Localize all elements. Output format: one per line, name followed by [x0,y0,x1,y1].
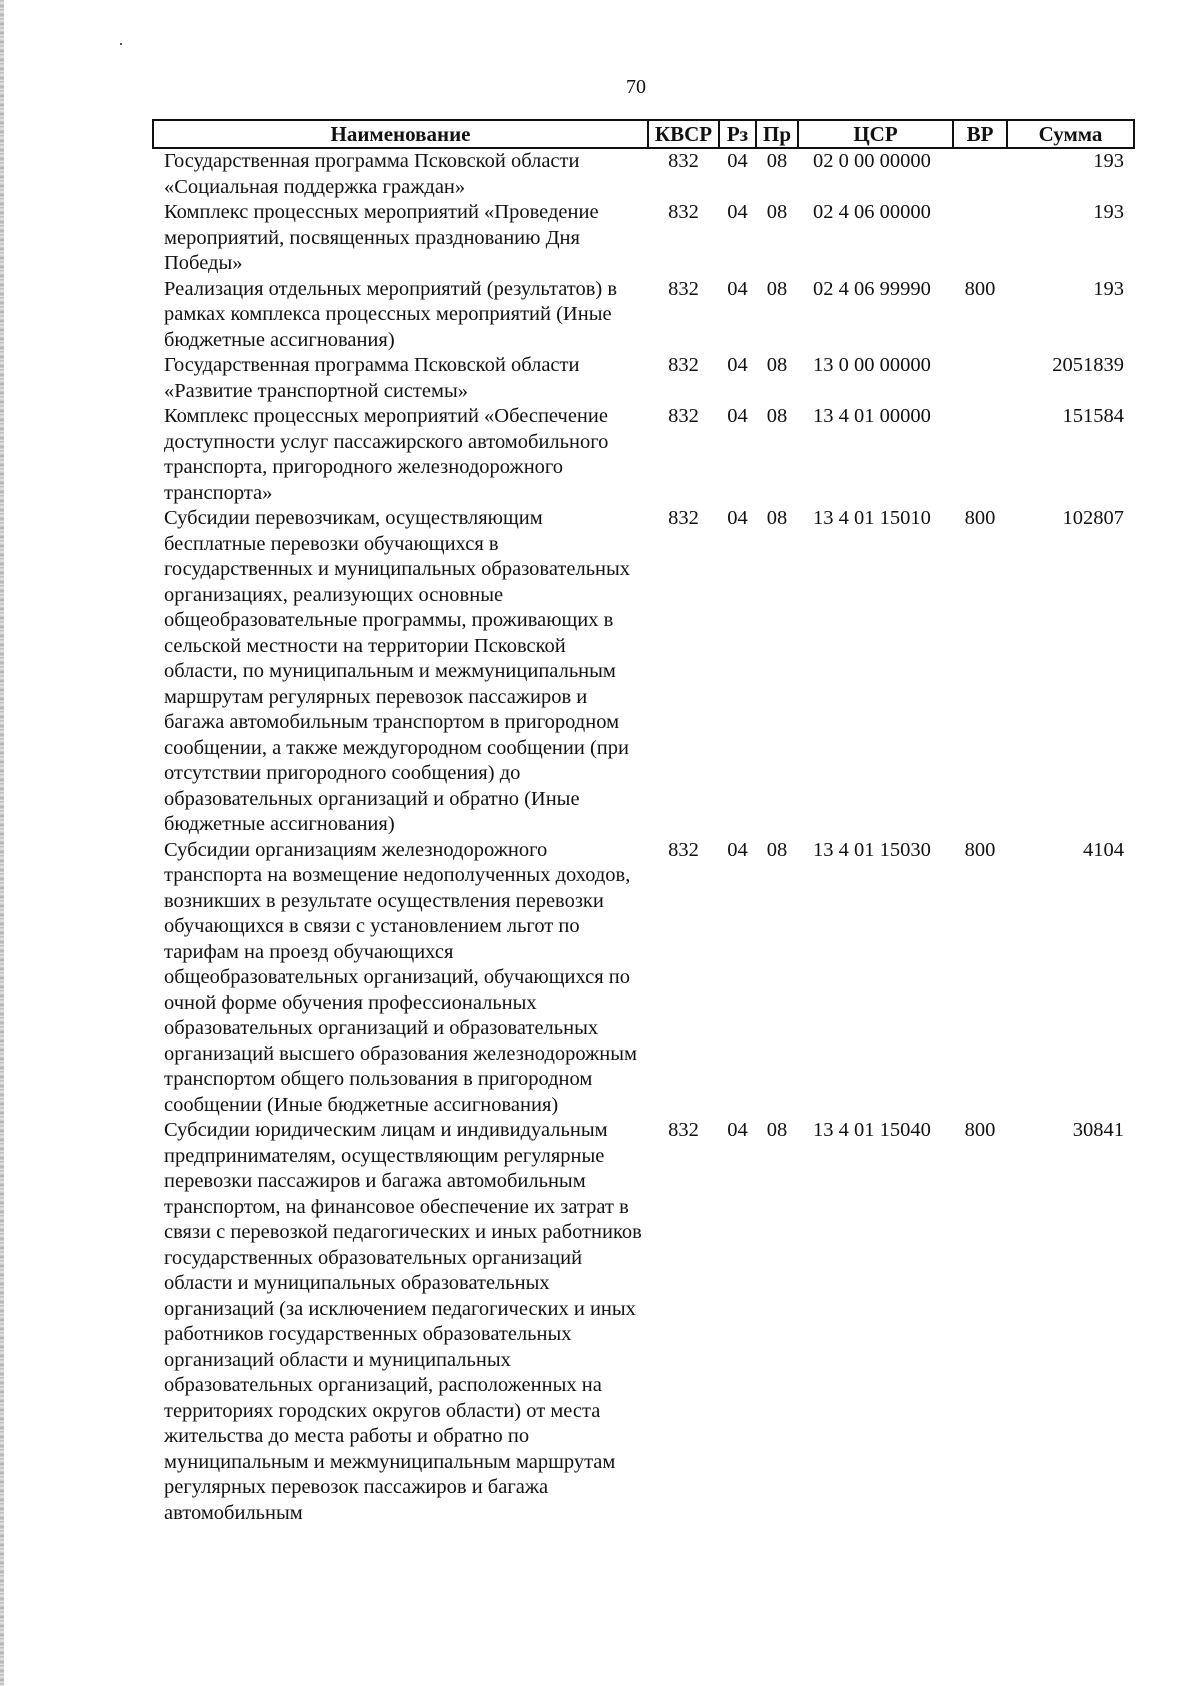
budget-allocation-table [152,119,1135,1526]
row-pr: 08 [766,405,788,427]
row-summa: 102807 [1062,507,1124,529]
row-kvsr: 832 [668,1119,699,1141]
table-row [153,277,1134,354]
header-csr: ЦСР [798,120,953,148]
row-vr [953,404,1007,506]
row-summa: 193 [1093,277,1124,300]
row-pr: 08 [766,507,788,529]
header-row [153,120,1134,148]
row-summa: 151584 [1062,405,1124,427]
row-rz: 04 [727,150,748,172]
row-summa: 193 [1093,201,1124,223]
row-rz: 04 [727,277,748,300]
header-summa: Сумма [1007,120,1134,148]
row-rz: 04 [727,838,748,861]
page-number: 70 [626,76,646,98]
scan-dust-speck [120,43,122,45]
row-rz: 04 [727,1119,748,1141]
header-rz: Рз [719,120,756,148]
row-kvsr: 832 [668,150,699,172]
row-csr: 13 4 01 15010 [813,507,931,529]
row-csr: 13 4 01 00000 [813,405,931,427]
row-kvsr: 832 [668,507,699,529]
table-row [153,838,1134,1119]
row-csr: 02 4 06 99990 [813,277,931,300]
row-summa: 193 [1093,150,1124,172]
header-kvsr: КВСР [648,120,719,148]
row-csr: 02 0 00 00000 [813,150,931,172]
row-kvsr: 832 [668,277,699,300]
table-header [153,120,1134,148]
row-pr: 08 [766,150,788,172]
row-name: Государственная программа Псковской области «Социальная поддержка граждан» [164,150,580,198]
row-vr: 800 [964,838,996,861]
row-kvsr: 832 [668,201,699,223]
scan-edge-artifact [0,0,4,1686]
row-pr: 08 [766,838,788,861]
table-row [153,353,1134,404]
row-csr: 13 4 01 15040 [813,1119,931,1141]
row-summa: 30841 [1072,1119,1124,1141]
table-row [153,404,1134,506]
table-body [153,148,1134,1526]
row-rz: 04 [727,354,748,376]
header-vr: ВР [953,120,1007,148]
row-csr: 13 0 00 00000 [813,354,931,376]
row-pr: 08 [766,354,788,376]
row-name: Субсидии юридическим лицам и индивидуальным предпринимателям, осуществляющим регулярные перевозки пассажиров и багажа автомобильным транспортом, на финансовое обеспечение их затрат в связи с перевозкой педагогических и иных работников государственных образовательных организаций области и муниципальных образовательных организаций (за исключением педагогических и иных работников государственных образовательных организаций области и муниципальных образовательных организаций, расположенных на территориях городских округов области) от места жительства до места работы и обратно по муниципальным и межмуниципальным маршрутам регулярных перевозок пассажиров и багажа автомобильным [164,1119,642,1524]
header-pr: Пр [756,120,798,148]
row-kvsr: 832 [668,405,699,427]
row-name: Субсидии перевозчикам, осуществляющим бесплатные перевозки обучающихся в государственных и муниципальных образовательных организациях, реализующих основные общеобразовательные программы, проживающих в сельской местности на территории Псковской области, по муниципальным и межмуниципальным маршрутам регулярных перевозок пассажиров и багажа автомобильным транспортом в пригородном сообщении, а также междугородном сообщении (при отсутствии пригородного сообщения) до образовательных организаций и обратно (Иные бюджетные ассигнования) [164,507,631,835]
row-name: Комплекс процессных мероприятий «Проведение мероприятий, посвященных празднованию Дня Победы» [164,201,599,274]
table-row [153,506,1134,838]
row-kvsr: 832 [668,838,699,861]
row-pr: 08 [766,201,788,223]
row-summa: 2051839 [1052,354,1124,376]
row-name: Комплекс процессных мероприятий «Обеспечение доступности услуг пассажирского автомобильного транспорта, пригородного железнодорожного транспорта» [164,405,609,504]
row-vr: 800 [964,1119,996,1141]
row-name: Государственная программа Псковской области «Развитие транспортной системы» [164,354,580,402]
row-pr: 08 [766,277,788,300]
row-vr [953,353,1007,404]
row-vr: 800 [964,277,996,300]
row-kvsr: 832 [668,354,699,376]
row-name: Субсидии организациям железнодорожного транспорта на возмещение недополученных доходов, возникших в результате осуществления перевозки обучающихся в связи с установлением льгот по тарифам на проезд обучающихся общеобразовательных организаций, обучающихся по очной форме обучения профессиональных образовательных организаций и образовательных организаций высшего образования железнодорожным транспортом общего пользования в пригородном сообщении (Иные бюджетные ассигнования) [164,838,638,1116]
row-summa: 4104 [1083,838,1124,861]
row-rz: 04 [727,507,748,529]
row-rz: 04 [727,201,748,223]
row-csr: 13 4 01 15030 [813,838,931,861]
row-csr: 02 4 06 00000 [813,201,931,223]
row-rz: 04 [727,405,748,427]
row-vr [953,148,1007,200]
header-name: Наименование [153,120,648,148]
table-row [153,200,1134,277]
table-row [153,1118,1134,1526]
row-pr: 08 [766,1119,788,1141]
table-row [153,148,1134,200]
row-vr [953,200,1007,277]
row-vr: 800 [964,507,996,529]
row-name: Реализация отдельных мероприятий (результатов) в рамках комплекса процессных мероприятий (Иные бюджетные ассигнования) [164,277,618,351]
